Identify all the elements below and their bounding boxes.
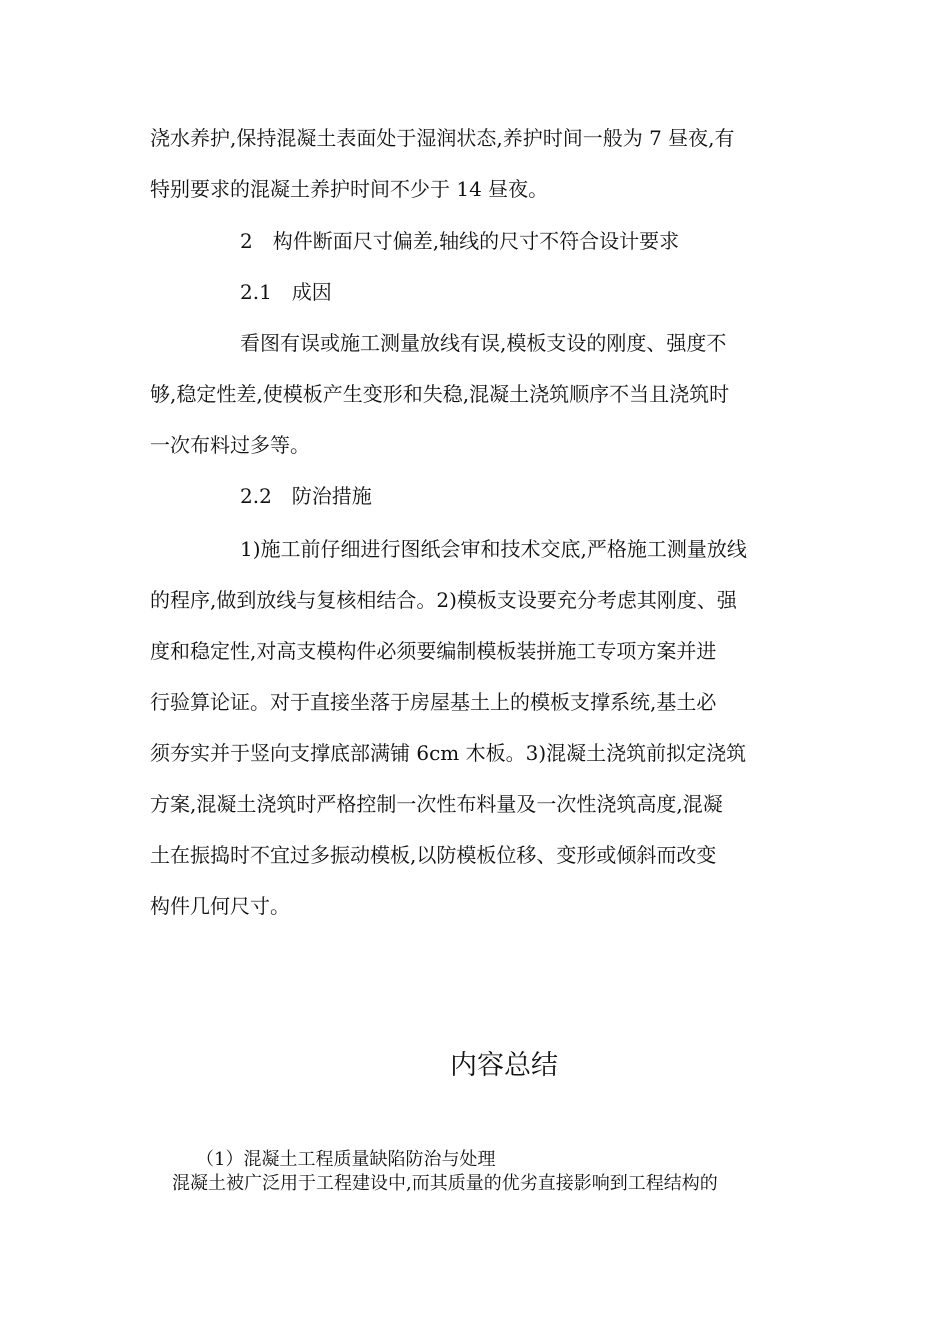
paragraph-line: 特别要求的混凝土养护时间不少于 14 昼夜。 — [150, 177, 549, 201]
paragraph-line: 方案,混凝土浇筑时严格控制一次性布料量及一次性浇筑高度,混凝 — [150, 792, 723, 816]
paragraph-line: 须夯实并于竖向支撑底部满铺 6cm 木板。3)混凝土浇筑前拟定浇筑 — [150, 741, 747, 765]
paragraph-line: 度和稳定性,对高支模构件必须要编制模板装拼施工专项方案并进 — [150, 639, 717, 663]
paragraph-line: 看图有误或施工测量放线有误,模板支设的刚度、强度不 — [240, 331, 727, 355]
paragraph-line: 构件几何尺寸。 — [150, 894, 290, 918]
summary-title: 内容总结 — [450, 1050, 558, 1081]
paragraph-line: 的程序,做到放线与复核相结合。2)模板支设要充分考虑其刚度、强 — [150, 588, 737, 612]
paragraph-line: 土在振捣时不宜过多振动模板,以防模板位移、变形或倾斜而改变 — [150, 843, 717, 867]
summary-item-heading: （1）混凝土工程质量缺陷防治与处理 — [196, 1149, 496, 1170]
subsection-heading-2-1: 2.1 成因 — [240, 280, 332, 304]
paragraph-line: 行验算论证。对于直接坐落于房屋基土上的模板支撑系统,基土必 — [150, 690, 717, 714]
summary-item-text: 混凝土被广泛用于工程建设中,而其质量的优劣直接影响到工程结构的 — [172, 1173, 718, 1194]
paragraph-line: 够,稳定性差,使模板产生变形和失稳,混凝土浇筑顺序不当且浇筑时 — [150, 382, 730, 406]
subsection-heading-2-2: 2.2 防治措施 — [240, 484, 372, 508]
paragraph-line: 1)施工前仔细进行图纸会审和技术交底,严格施工测量放线 — [240, 537, 747, 561]
paragraph-line: 一次布料过多等。 — [150, 433, 310, 457]
paragraph-line: 浇水养护,保持混凝土表面处于湿润状态,养护时间一般为 7 昼夜,有 — [150, 126, 735, 150]
section-heading-2: 2 构件断面尺寸偏差,轴线的尺寸不符合设计要求 — [240, 229, 680, 253]
